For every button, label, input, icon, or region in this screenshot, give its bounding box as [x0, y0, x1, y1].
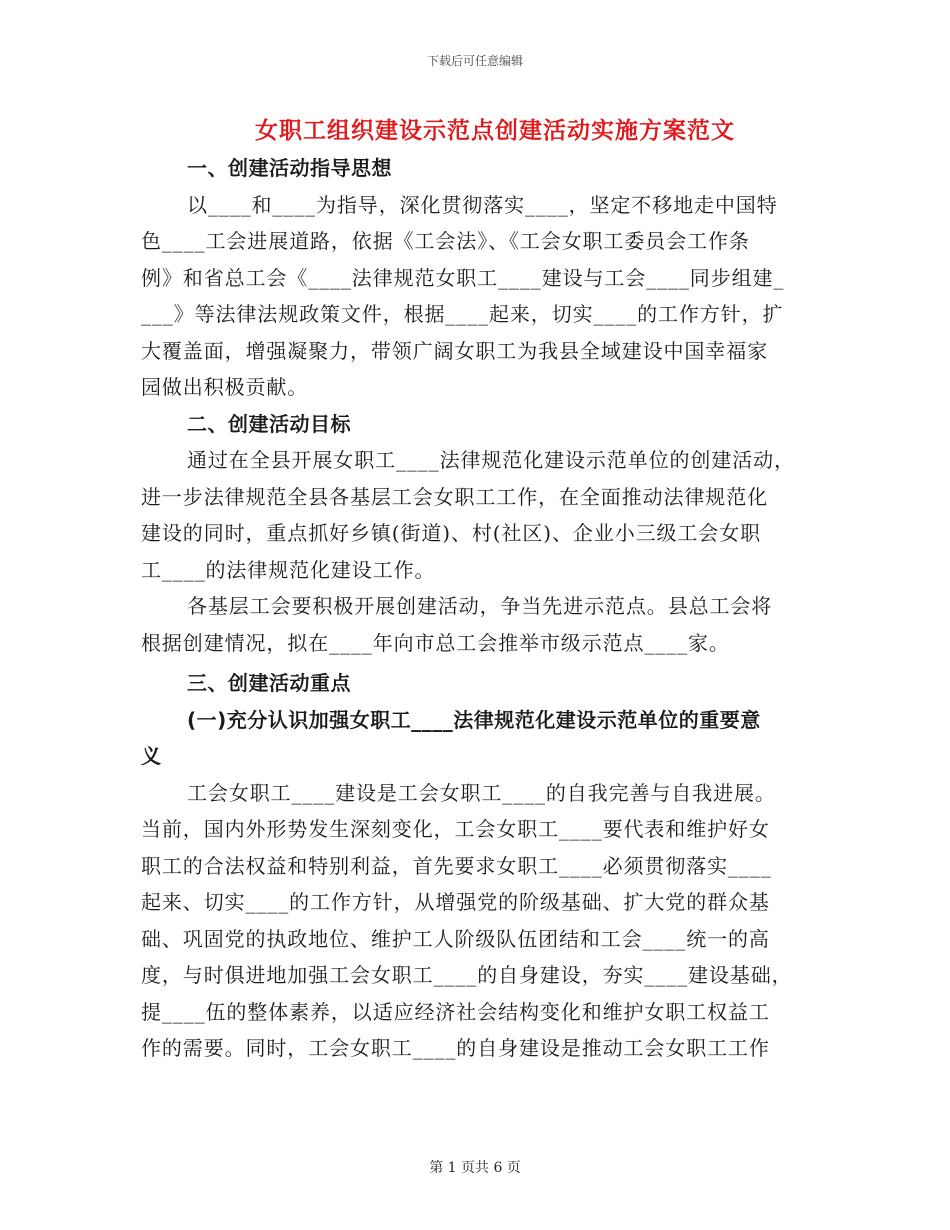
document-body [141, 150, 805, 1067]
section-heading-focus: 三、创建活动重点 [187, 671, 351, 695]
paragraph-line: 度，与时俱进地加强工会女职工____的自身建设，夯实____建设基础， [141, 963, 793, 987]
paragraph-line: ___》等法律法规政策文件，根据____起来，切实____的工作方针，扩 [141, 302, 784, 326]
paragraph-line: 大覆盖面，增强凝聚力，带领广阔女职工为我县全域建设中国幸福家 [141, 338, 768, 363]
section-heading-goals: 二、创建活动目标 [187, 411, 351, 436]
paragraph-line: 通过在全县开展女职工____法律规范化建设示范单位的创建活动， [187, 448, 795, 472]
paragraph-line: 例》和省总工会《____法律规范女职工____建设与工会____同步组建_ [141, 265, 785, 290]
subsection-heading-continued: 义 [141, 744, 162, 768]
paragraph-line: 进一步法律规范全县各基层工会女职工工作，在全面推动法律规范化 [141, 484, 768, 509]
header-note: 下载后可任意编辑 [426, 54, 523, 68]
paragraph-line: 提____伍的整体素养，以适应经济社会结构变化和维护女职工权益工 [141, 999, 770, 1024]
paragraph-line: 起来、切实____的工作方针，从增强党的阶级基础、扩大党的群众基 [141, 890, 770, 914]
paragraph-line: 色____工会进展道路，依据《工会法》、《工会女职工委员会工作条 [141, 229, 750, 253]
paragraph-line: 根据创建情况，拟在____年向市总工会推举市级示范点____家。 [141, 630, 730, 655]
page-number: 第 1 页共 6 页 [429, 1160, 521, 1176]
document-title: 女职工组织建设示范点创建活动实施方案范文 [255, 118, 735, 144]
paragraph-line: 各基层工会要积极开展创建活动，争当先进示范点。县总工会将 [187, 594, 773, 618]
subsection-heading: (一)充分认识加强女职工____法律规范化建设示范单位的重要意 [187, 707, 761, 732]
paragraph-line: 础、巩固党的执政地位、维护工人阶级队伍团结和工会____统一的高 [141, 926, 770, 951]
paragraph-line: 建设的同时，重点抓好乡镇(街道)、村(社区)、企业小三级工会女职 [141, 521, 762, 545]
paragraph-line: 园做出积极贡献。 [141, 375, 309, 399]
paragraph-line: 职工的合法权益和特别利益，首先要求女职工____必须贯彻落实____ [141, 853, 772, 878]
section-heading-guiding-ideology: 一、创建活动指导思想 [187, 156, 392, 180]
paragraph-line: 作的需要。同时，工会女职工____的自身建设是推动工会女职工工作 [141, 1036, 770, 1060]
paragraph-line: 工____的法律规范化建设工作。 [141, 557, 436, 582]
paragraph-line: 以____和____为指导，深化贯彻落实____，坚定不移地走中国特 [187, 192, 778, 217]
paragraph-line: 当前，国内外形势发生深刻变化，工会女职工____要代表和维护好女 [141, 817, 770, 841]
paragraph-line: 工会女职工____建设是工会女职工____的自我完善与自我进展。 [187, 780, 776, 805]
